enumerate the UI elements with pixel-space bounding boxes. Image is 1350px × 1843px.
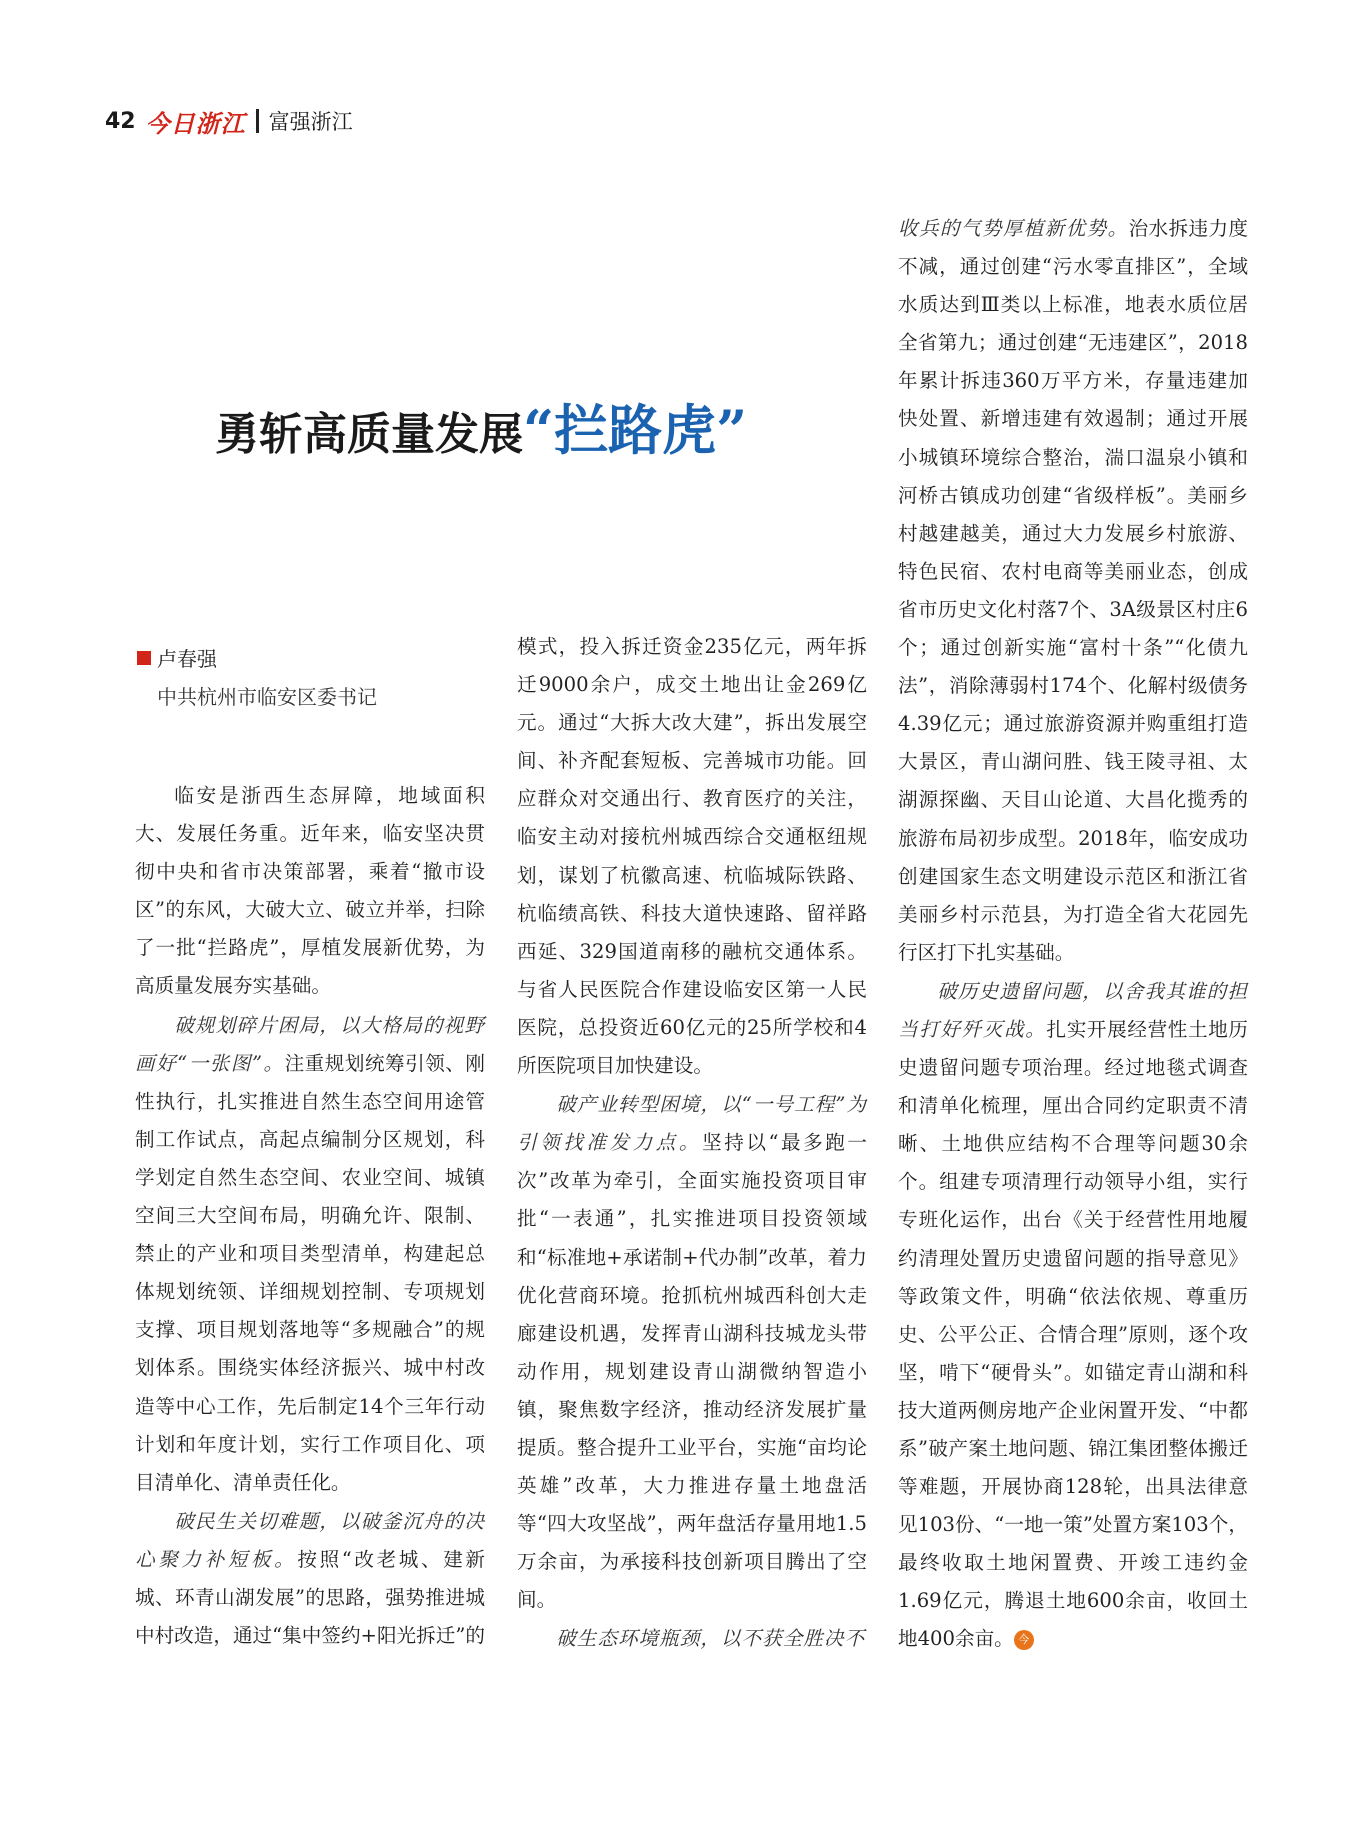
text-column-1 [135, 777, 485, 1655]
article-title [215, 388, 815, 465]
paragraph-text: 坚持以“最多跑一次”改革为牵引，全面实施投资项目审批“一表通”，扎实推进项目投资领域和“标准地+承诺制+代办制”改革，着力优化营商环境。抢抓杭州城西科创大走廊建设机遇，发挥青山湖科技城龙头带动作用，规划建设青山湖微纳智造小镇，聚焦数字经济，推动经济发展扩量提质。整合提升工业平台，实施“亩均论英雄”改革，大力推进存量土地盘活等“四大攻坚战”，两年盘活存量用地1.5万余亩，为承接科技创新项目腾出了空间。 [517, 1131, 867, 1612]
paragraph [517, 1620, 867, 1658]
publication-logo: 今日浙江 [145, 108, 246, 138]
section-name: 富强浙江 [268, 110, 353, 134]
header-divider [256, 109, 259, 133]
paragraph-lead: 破民生关切难题，以破釜沉舟的决心聚力补短板。 [135, 1509, 485, 1571]
title-main: 勇斩高质量发展 [215, 409, 523, 460]
paragraph-text: 注重规划统筹引领、刚性执行，扎实推进自然生态空间用途管制工作试点，高起点编制分区规划，科学划定自然生态空间、农业空间、城镇空间三大空间布局，明确允许、限制、禁止的产业和项目类型清单，构建起总体规划统领、详细规划控制、专项规划支撑、项目规划落地等“多规融合”的规划体系。围绕实体经济振兴、城中村改造等中心工作，先后制定14个三年行动计划和年度计划，实行工作项目化、项目清单化、清单责任化。 [135, 1051, 485, 1494]
paragraph [898, 210, 1248, 972]
paragraph-lead: 破历史遗留问题，以舍我其谁的担当打好歼灭战。 [898, 979, 1248, 1041]
paragraph-lead: 破产业转型困境，以“一号工程”为引领找准发力点。 [517, 1093, 867, 1155]
page-number: 42 [105, 108, 136, 134]
title-close-quote: ” [716, 398, 748, 462]
paragraph [517, 628, 867, 1085]
paragraph [135, 1007, 485, 1502]
author-role: 中共杭州市临安区委书记 [157, 685, 377, 709]
title-open-quote: “ [523, 398, 555, 462]
title-highlight: 拦路虎 [554, 399, 717, 462]
paragraph [135, 777, 485, 1006]
paragraph-text: 治水拆违力度不减，通过创建“污水零直排区”，全域水质达到Ⅲ类以上标准，地表水质位居全省第九；通过创建“无违建区”，2018年累计拆违360万平方米，存量违建加快处置、新增违建有效遏制；通过开展小城镇环境综合整治，湍口温泉小镇和河桥古镇成功创建“省级样板”。美丽乡村越建越美，通过大力发展乡村旅游、特色民宿、农村电商等美丽业态，创成省市历史文化村落7个、3A级景区村庄6个；通过创新实施“富村十条”“化债九法”，消除薄弱村174个、化解村级债务4.39亿元；通过旅游资源并购重组打造大景区，青山湖问胜、钱王陵寻祖、太湖源探幽、天目山论道、大昌化揽秀的旅游布局初步成型。2018年，临安成功创建国家生态文明建设示范区和浙江省美丽乡村示范县，为打造全省大花园先行区打下扎实基础。 [898, 217, 1249, 964]
red-square-icon [137, 651, 151, 665]
text-column-2 [517, 628, 867, 1659]
paragraph-text: 按照“改老城、建新城、环青山湖发展”的思路，强势推进城中村改造，通过“集中签约+阳光拆迁”的 [135, 1547, 485, 1648]
paragraph-text: 扎实开展经营性土地历史遗留问题专项治理。经过地毯式调查和清单化梳理，厘出合同约定职责不清晰、土地供应结构不合理等问题30余个。组建专项清理行动领导小组，实行专班化运作，出台《关于经营性用地履约清理处置历史遗留问题的指导意见》等政策文件，明确“依法依规、尊重历史、公平公正、合情合理”原则，逐个攻坚，啃下“硬骨头”。如锚定青山湖和科技大道两侧房地产企业闲置开发、“中都系”破产案土地问题、锦江集团整体搬迁等难题，开展协商128轮，出具法律意见103份、“一地一策”处置方案103个，最终收取土地闲置费、开竣工违约金1.69亿元，腾退土地600余亩，收回土地400余亩。 [898, 1017, 1249, 1651]
page-header [105, 103, 353, 139]
paragraph-lead: 收兵的气势厚植新优势。 [898, 217, 1129, 240]
paragraph [135, 1503, 485, 1655]
paragraph [898, 973, 1248, 1659]
paragraph-text: 临安是浙西生态屏障，地域面积大、发展任务重。近年来，临安坚决贯彻中央和省市决策部署，乘着“撤市设区”的东风，大破大立、破立并举，扫除了一批“拦路虎”，厚植发展新优势，为高质量发展夯实基础。 [135, 784, 485, 998]
author-byline [137, 643, 217, 672]
paragraph-lead: 破规划碎片困局，以大格局的视野画好“一张图”。 [135, 1013, 485, 1075]
paragraph-text: 模式，投入拆迁资金235亿元，两年拆迁9000余户，成交土地出让金269亿元。通过“大拆大改大建”，拆出发展空间、补齐配套短板、完善城市功能。回应群众对交通出行、教育医疗的关注，临安主动对接杭州城西综合交通枢纽规划，谋划了杭徽高速、杭临城际铁路、杭临绩高铁、科技大道快速路、留祥路西延、329国道南移的融杭交通体系。与省人民医院合作建设临安区第一人民医院，总投资近60亿元的25所学校和4所医院项目加快建设。 [517, 635, 867, 1078]
end-mark-icon: 今 [1014, 1630, 1034, 1650]
text-column-3 [898, 210, 1248, 1659]
paragraph [517, 1086, 867, 1619]
paragraph-lead: 破生态环境瓶颈，以不获全胜决不 [556, 1627, 866, 1651]
author-name: 卢春强 [157, 647, 217, 671]
